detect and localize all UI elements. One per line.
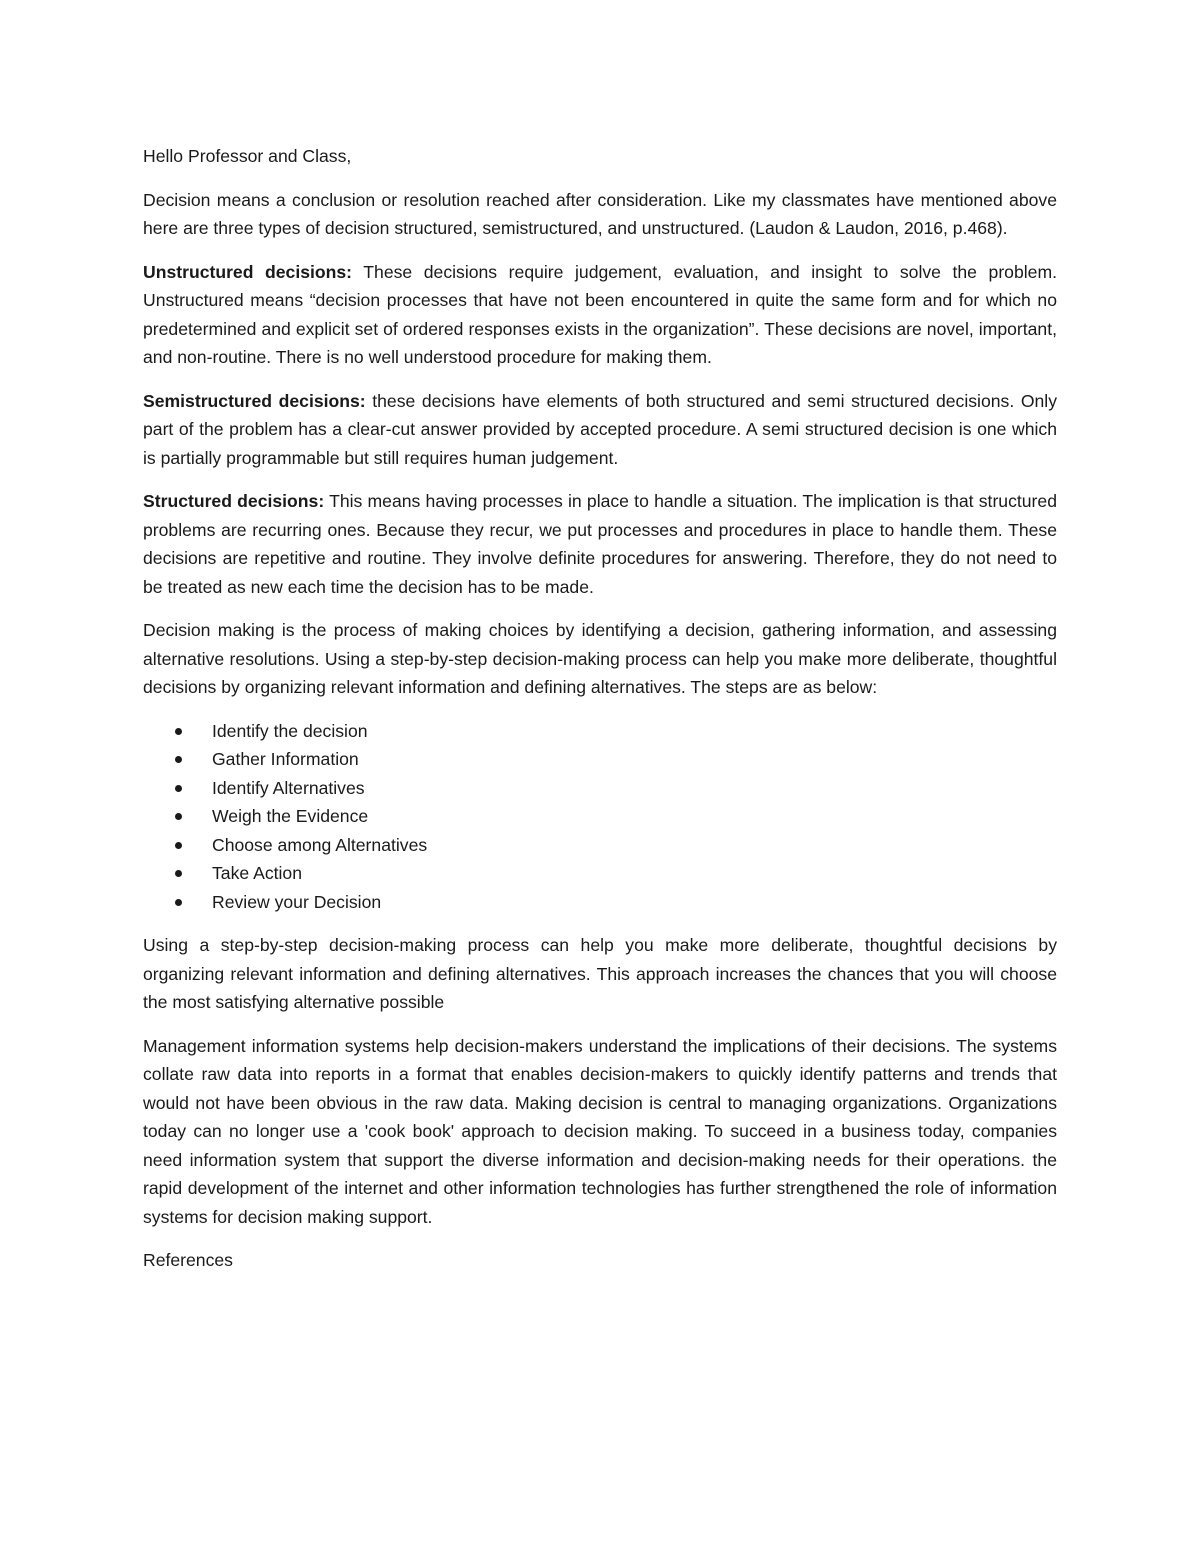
bullet-icon	[175, 899, 182, 906]
bullet-icon	[175, 756, 182, 763]
bullet-icon	[175, 785, 182, 792]
greeting: Hello Professor and Class,	[143, 146, 352, 166]
list-item	[143, 859, 1057, 888]
step-label: Review your Decision	[212, 891, 382, 912]
process-intro-paragraph: Decision making is the process of making choices by identifying a decision, gathering information, and assessing alternative resolutions. Using a step-by-step decision-making process can help you make more deliberate, thoughtful decisions by organizing relevant information and defining alternatives. The steps are as below:	[143, 620, 1057, 697]
mis-paragraph: Management information systems help decision-makers understand the implications of their decisions. The systems collate raw data into reports in a format that enables decision-makers to quickly identify patterns and trends that would not have been obvious in the raw data. Making decision is central to managing organizations. Organizations today can no longer use a 'cook book' approach to decision making. To succeed in a business today, companies need information system that support the diverse information and decision-making needs for their operations. the rapid development of the internet and other information technologies has further strengthened the role of information systems for decision making support.	[143, 1035, 1057, 1227]
unstructured-heading: Unstructured decisions:	[143, 261, 353, 282]
unstructured-paragraph	[143, 258, 1057, 372]
intro-paragraph: Decision means a conclusion or resolution reached after consideration. Like my classmates have mentioned above here are three types of decision structured, semistructured, and unstructured. (Laudon & Laudon, 2016, p.468).	[143, 189, 1057, 238]
structured-text: This means having processes in place to handle a situation. The implication is that structured problems are recurring ones. Because they recur, we put processes and procedures in place to handle them. These decisions are repetitive and routine. They involve definite procedures for answering. Therefore, they do not need to be treated as new each time the decision has to be made.	[143, 491, 1057, 597]
list-item	[143, 774, 1057, 803]
bullet-icon	[175, 728, 182, 735]
step-label: Choose among Alternatives	[212, 834, 428, 855]
step-label: Identify the decision	[212, 720, 368, 741]
references-heading: References	[143, 1250, 233, 1270]
process-summary-paragraph: Using a step-by-step decision-making process can help you make more deliberate, thoughtful decisions by organizing relevant information and defining alternatives. This approach increases the chances that you will choose the most satisfying alternative possible	[143, 935, 1057, 1012]
step-label: Identify Alternatives	[212, 777, 365, 798]
steps-list	[143, 717, 1057, 917]
step-label: Weigh the Evidence	[212, 806, 369, 826]
step-label: Take Action	[212, 863, 302, 883]
structured-heading: Structured decisions:	[143, 491, 325, 511]
list-item	[143, 888, 1057, 917]
list-item	[143, 802, 1057, 831]
bullet-icon	[175, 870, 182, 877]
unstructured-text: These decisions require judgement, evaluation, and insight to solve the problem. Unstructured means “decision processes that have not been encountered in quite the same form and for which no predetermined and explicit set of ordered responses exists in the organization”. These decisions are novel, important, and non-routine. There is no well understood procedure for making them.	[143, 261, 1057, 367]
list-item	[143, 745, 1057, 774]
structured-paragraph	[143, 487, 1057, 601]
semistructured-heading: Semistructured decisions:	[143, 390, 366, 411]
semistructured-text: these decisions have elements of both structured and semi structured decisions. Only part of the problem has a clear-cut answer provided by accepted procedure. A semi structured decision is one which is partially programmable but still requires human judgement.	[143, 390, 1057, 468]
bullet-icon	[175, 813, 182, 820]
bullet-icon	[175, 842, 182, 849]
list-item	[143, 831, 1057, 860]
list-item	[143, 717, 1057, 746]
step-label: Gather Information	[212, 749, 359, 769]
semistructured-paragraph	[143, 387, 1057, 473]
